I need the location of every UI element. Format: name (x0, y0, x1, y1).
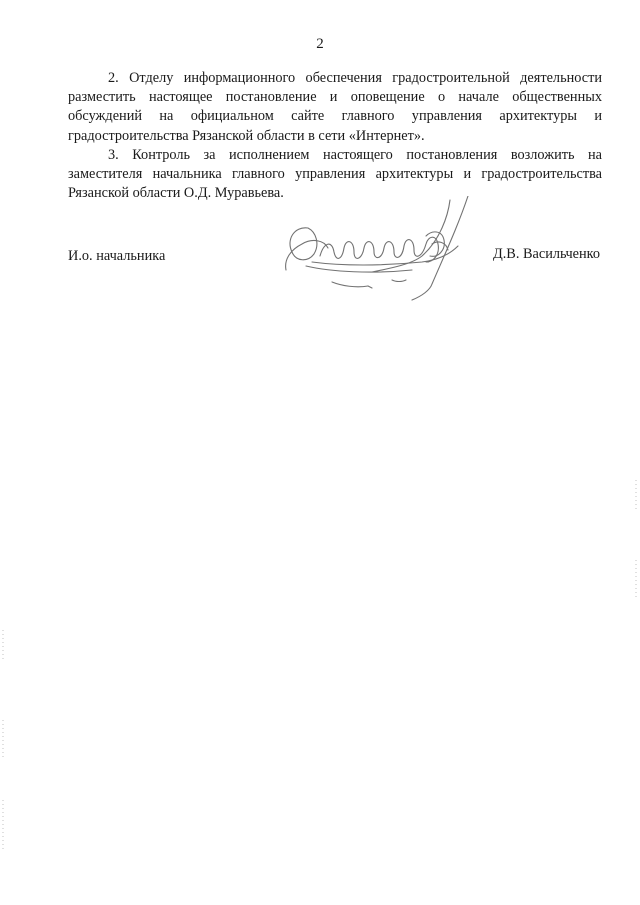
signatory-name: Д.В. Васильченко (492, 246, 600, 262)
signatory-title: И.о. начальника (68, 248, 166, 264)
page-number: 2 (316, 36, 324, 52)
paragraph-3: 3. Контроль за исполнением настоящего постановления возложить на заместителя начальника главного управления архитектуры и градостроительства Рязанской области О.Д. Муравьева. (68, 146, 602, 202)
signature-block (68, 248, 602, 268)
document-body (68, 69, 602, 203)
paragraph-2: 2. Отделу информационного обеспечения градостроительной деятельности разместить настоящее постановление и оповещение о начале общественных обсуждений на официальном сайте главного управления архитектуры и градостроительства Рязанской области в сети «Интернет». (68, 70, 602, 144)
